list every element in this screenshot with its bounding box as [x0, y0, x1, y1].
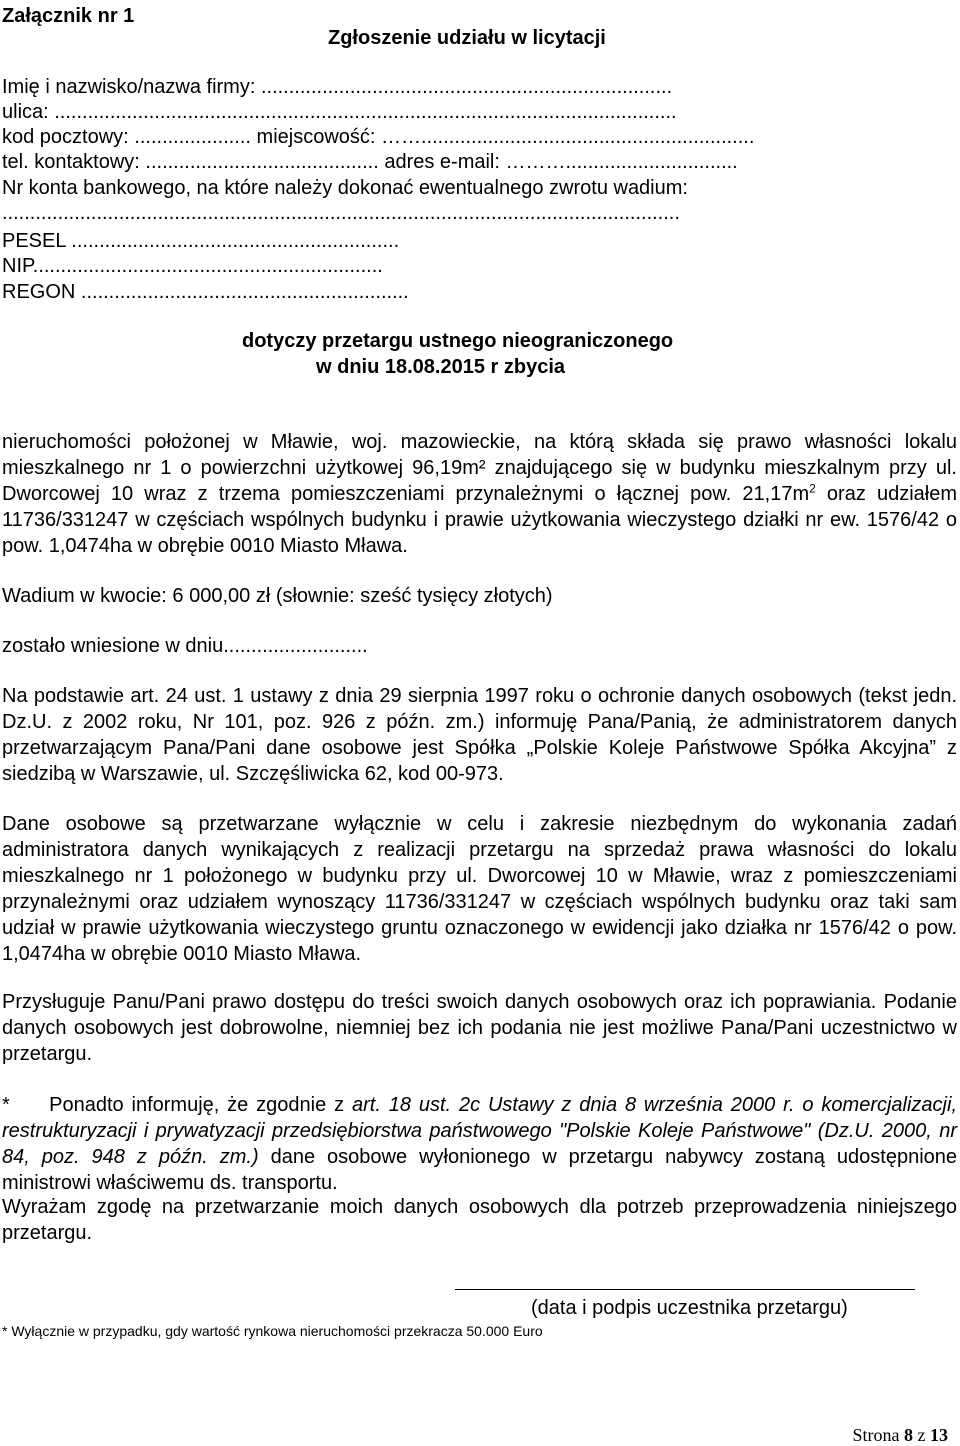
page-number [853, 1424, 949, 1446]
page-current: 8 [904, 1425, 913, 1445]
page-label: Strona [852, 1425, 900, 1445]
field-postcode-city: kod pocztowy: ..................... miejscowość: ……............................................................ [2, 126, 755, 148]
subject-line-1: dotyczy przetargu ustnego nieograniczonego [242, 330, 674, 352]
wadium-amount: Wadium w kwocie: 6 000,00 zł (słownie: sześć tysięcy złotych) [2, 585, 553, 607]
footnote: * Wyłącznie w przypadku, gdy wartość rynkowa nieruchomości przekracza 50.000 Euro [2, 1323, 543, 1339]
field-nip: NIP............................................................... [2, 255, 383, 277]
field-regon: REGON ........................................................... [2, 281, 409, 303]
superscript-2: 2 [809, 481, 816, 496]
signature-caption: (data i podpis uczestnika przetargu) [531, 1297, 848, 1319]
property-text-1: nieruchomości położonej w Mławie, woj. mazowieckie, na którą składa się prawo własności lokalu mieszkalnego nr 1 o powierzchni użytkowej 96,19m² znajdującego się w budynku mieszkalnym przy ul. Dworcowej 10 wraz z trzema pomieszczeniami przynależnymi o łącznej pow. 21,17m [2, 431, 957, 505]
subject-line-2: w dniu 18.08.2015 r zbycia [316, 356, 566, 378]
note-prefix: * Ponadto informuję, że zgodnie z [2, 1094, 352, 1116]
field-phone-email: tel. kontaktowy: .......................................... adres e-mail: ………............................... [2, 151, 738, 173]
legal-paragraph-2: Dane osobowe są przetwarzane wyłącznie w celu i zakresie niezbędnym do wykonania zadań administratora danych wynikających z realizacji przetargu na sprzedaż prawa własności do lokalu mieszkalnego nr 1 położonego w budynku przy ul. Dworcowej 10 w Mławie, wraz z pomieszczeniami przynależnymi oraz udziałem wynoszący 11736/331247 w częściach wspólnych budynku oraz taki sam udział w prawie użytkowania wieczystego gruntu oznaczonego w ewidencji jako działka nr 1576/42 o pow. 1,0474ha w obrębie 0010 Miasto Mława. [2, 813, 957, 965]
page-separator: z [917, 1425, 926, 1445]
signature-line [455, 1289, 915, 1290]
wadium-deposited: zostało wniesione w dniu.......................... [2, 635, 368, 657]
field-pesel: PESEL ........................................................... [2, 230, 400, 252]
note-suffix: dane osobowe wyłonionego w przetargu nabywcy zostaną udostępnione ministrowi właściwemu ds. transportu. [2, 1146, 958, 1194]
note-statute-reference: art. 18 ust. 2c Ustawy z dnia 8 września 2000 r. o komercjalizacji, restrukturyzacji i prywatyzacji przedsiębiorstwa państwowego "Polskie Koleje Państwowe" (Dz.U. 2000, nr 84, poz. 948 z późn. zm.) [2, 1094, 958, 1168]
property-description [2, 429, 957, 559]
field-bank-account: .......................................................................................................................... [2, 202, 680, 224]
consent-statement: Wyrażam zgodę na przetwarzanie moich danych osobowych dla potrzeb przeprowadzenia niniejszego przetargu. [2, 1196, 957, 1244]
legal-paragraph-3: Przysługuje Panu/Pani prawo dostępu do treści swoich danych osobowych oraz ich poprawiania. Podanie danych osobowych jest dobrowolne, niemniej bez ich podania nie jest możliwe Pana/Pani uczestnictwo w przetargu. [2, 991, 957, 1065]
attachment-label: Załącznik nr 1 [2, 5, 135, 27]
field-bank-label: Nr konta bankowego, na które należy dokonać ewentualnego zwrotu wadium: [2, 177, 688, 199]
field-street: ulica: ................................................................................................................ [2, 101, 677, 123]
page-total: 13 [930, 1425, 948, 1445]
field-name: Imię i nazwisko/nazwa firmy: .......................................................................... [2, 76, 673, 98]
transport-ministry-note [2, 1092, 957, 1196]
property-text-2: oraz udziałem 11736/331247 w częściach wspólnych budynku i prawie użytkowania wieczystego działki nr ew. 1576/42 o pow. 1,0474ha w obrębie 0010 Miasto Mława. [2, 483, 957, 557]
document-title: Zgłoszenie udziału w licytacji [328, 27, 606, 49]
legal-paragraph-1: Na podstawie art. 24 ust. 1 ustawy z dnia 29 sierpnia 1997 roku o ochronie danych osobowych (tekst jedn. Dz.U. z 2002 roku, Nr 101, poz. 926 z późn. zm.) informuję Pana/Panią, że administratorem danych przetwarzającym Pana/Pani dane osobowe jest Spółka „Polskie Koleje Państwowe Spółka Akcyjna” z siedzibą w Warszawie, ul. Szczęśliwicka 62, kod 00-973. [2, 685, 957, 785]
